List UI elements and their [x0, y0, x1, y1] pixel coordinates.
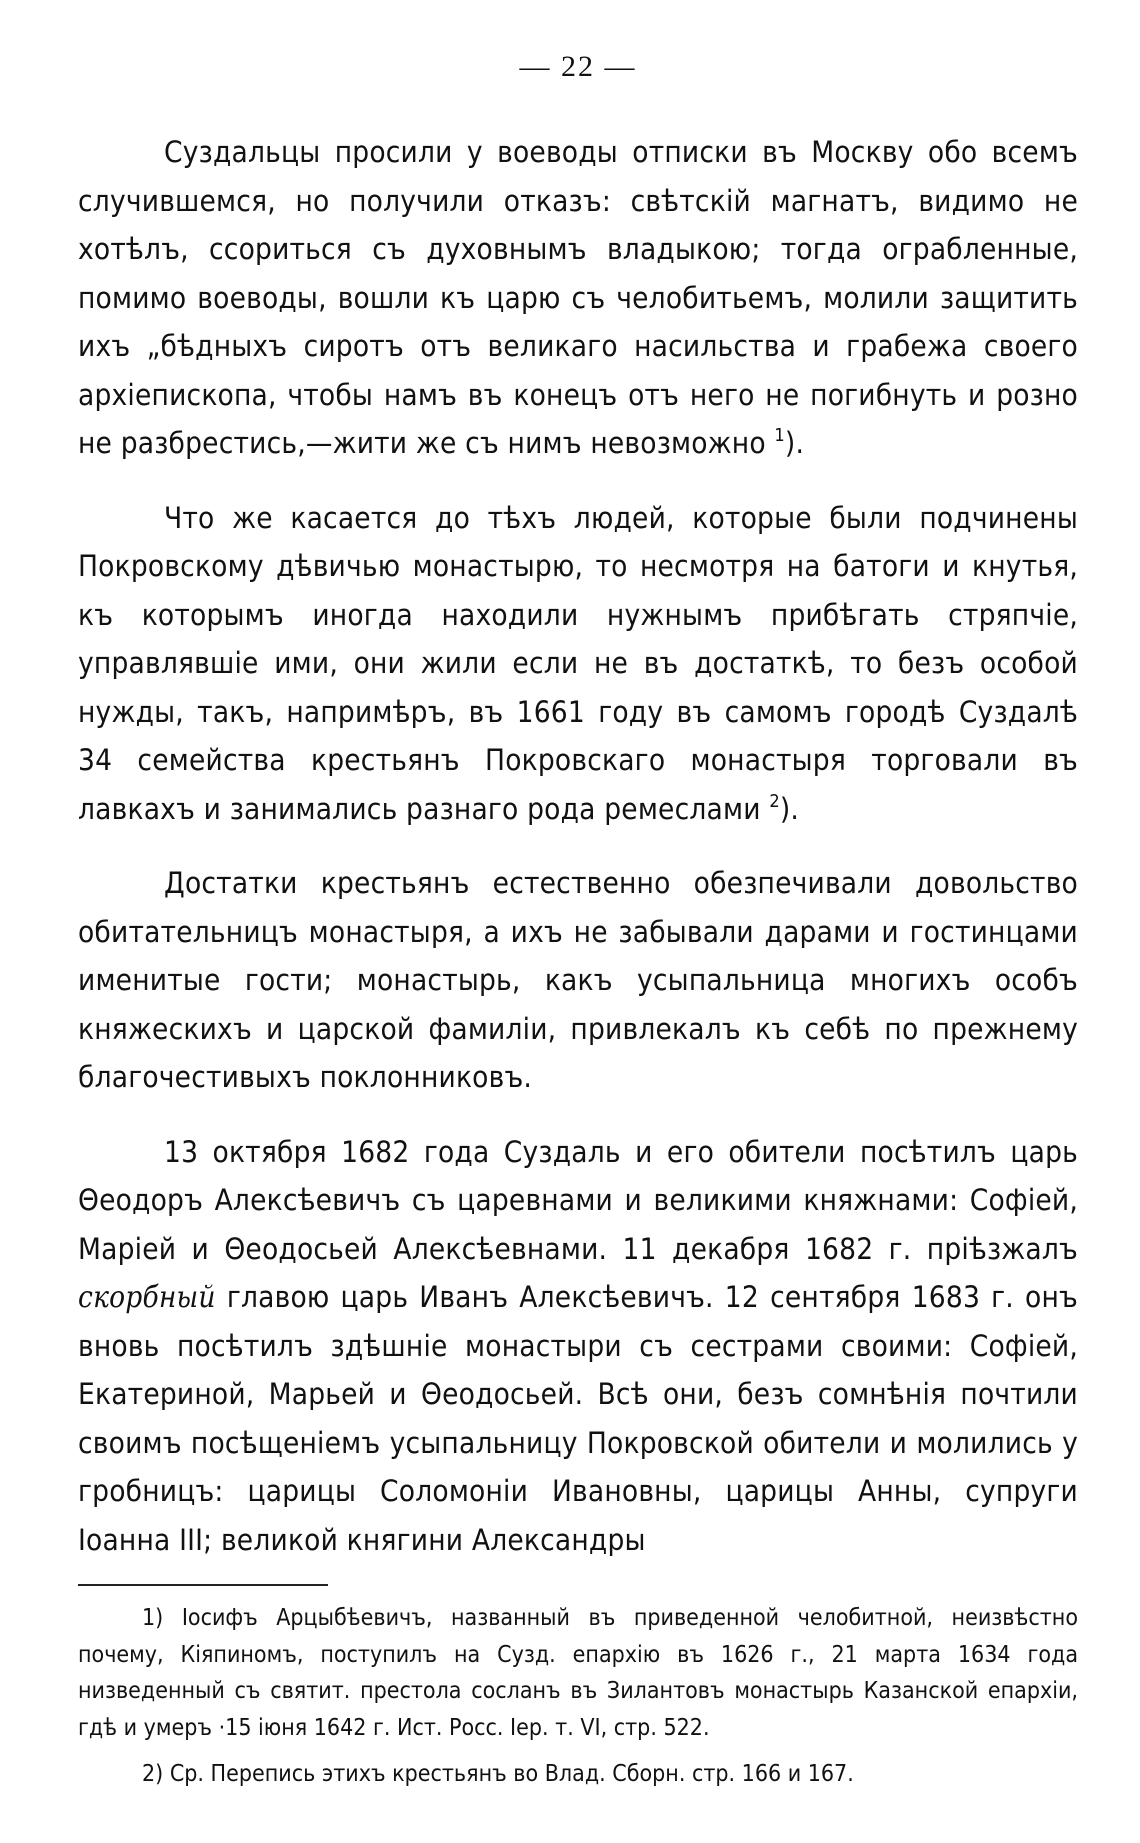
paragraph-2	[78, 494, 1078, 834]
footnote-ref-1: 1	[774, 425, 785, 446]
footnote-2-text: Ср. Перепись этихъ крестьянъ во Влад. Сборн. стр. 166 и 167.	[169, 1761, 854, 1787]
footnote-1	[78, 1600, 1078, 1746]
paragraph-1	[78, 128, 1078, 468]
paragraph-4-text-after: главою царь Иванъ Алексѣевичъ. 12 сентября 1683 г. онъ вновь посѣтилъ здѣшніе монастыри съ сестрами своими: Софіей, Екатериной, Марьей и Θеодосьей. Всѣ они, безъ сомнѣнія почтили своимъ посѣщеніемъ усыпальницу Покровской обители и молились у гробницъ: царицы Соломоніи Ивановны, царицы Анны, супруги Іоанна III; великой княгини Александры	[78, 1280, 1078, 1557]
paragraph-4-italic-word: скорбный	[78, 1280, 216, 1314]
paragraph-3-text: Достатки крестьянъ естественно обезпечивали довольство обитательницъ монастыря, а ихъ не забывали дарами и гостинцами именитые гости; монастырь, какъ усыпальница многихъ особъ княжескихъ и царской фамиліи, привлекалъ къ себѣ по прежнему благочестивыхъ поклонниковъ.	[78, 866, 1078, 1094]
paragraph-2-end: ).	[779, 791, 800, 826]
footnote-1-marker: 1)	[142, 1605, 164, 1631]
footnote-2	[78, 1756, 1078, 1793]
book-page	[78, 40, 1078, 1803]
paragraph-1-text: Суздальцы просили у воеводы отписки въ Москву обо всемъ случившемся, но получили отказъ: свѣтскій магнатъ, видимо не хотѣлъ, ссориться съ духовнымъ владыкою; тогда ограбленные, помимо воеводы, вошли къ царю съ челобитьемъ, молили защитить ихъ „бѣдныхъ сиротъ отъ великаго насильства и грабежа своего архіепископа, чтобы намъ въ конецъ отъ него не погибнуть и розно не разбрестись,—жити же съ нимъ невозможно	[78, 135, 1078, 460]
paragraph-3	[78, 859, 1078, 1102]
footnote-ref-2: 2	[769, 790, 780, 812]
paragraph-4-text-before: 13 октября 1682 года Суздаль и его обители посѣтилъ царь Θеодоръ Алексѣевичъ съ царевнами и великими княжнами: Софіей, Маріей и Θеодосьей Алексѣевнами. 11 декабря 1682 г. пріѣзжалъ	[78, 1134, 1078, 1266]
paragraph-4	[78, 1128, 1078, 1565]
footnote-2-marker: 2)	[142, 1761, 164, 1787]
footnotes	[78, 1600, 1078, 1793]
page-number: — 22 —	[519, 50, 637, 83]
footnote-1-text: Іосифъ Арцыбѣевичъ, названный въ приведенной челобитной, неизвѣстно почему, Кіяпиномъ, поступилъ на Сузд. епархію въ 1626 г., 21 марта 1634 года низведенный съ святит. престола сосланъ въ Зилантовъ монастырь Казанской епархіи, гдѣ и умеръ ·15 іюня 1642 г. Ист. Росс. Іер. т. VI, стр. 522.	[78, 1605, 1078, 1741]
paragraph-2-text: Что же касается до тѣхъ людей, которые были подчинены Покровскому дѣвичью монастырю, то несмотря на батоги и кнутья, къ которымъ иногда находили нужнымъ прибѣгать стряпчіе, управлявшіе ими, они жили если не въ достаткѣ, то безъ особой нужды, такъ, напримѣръ, въ 1661 году въ самомъ городѣ Суздалѣ 34 семейства крестьянъ Покровскаго монастыря торговали въ лавкахъ и занимались разнаго рода ремеслами	[78, 500, 1078, 826]
main-text	[78, 128, 1078, 1564]
footnote-divider	[78, 1584, 328, 1586]
paragraph-1-end: ).	[784, 426, 805, 460]
